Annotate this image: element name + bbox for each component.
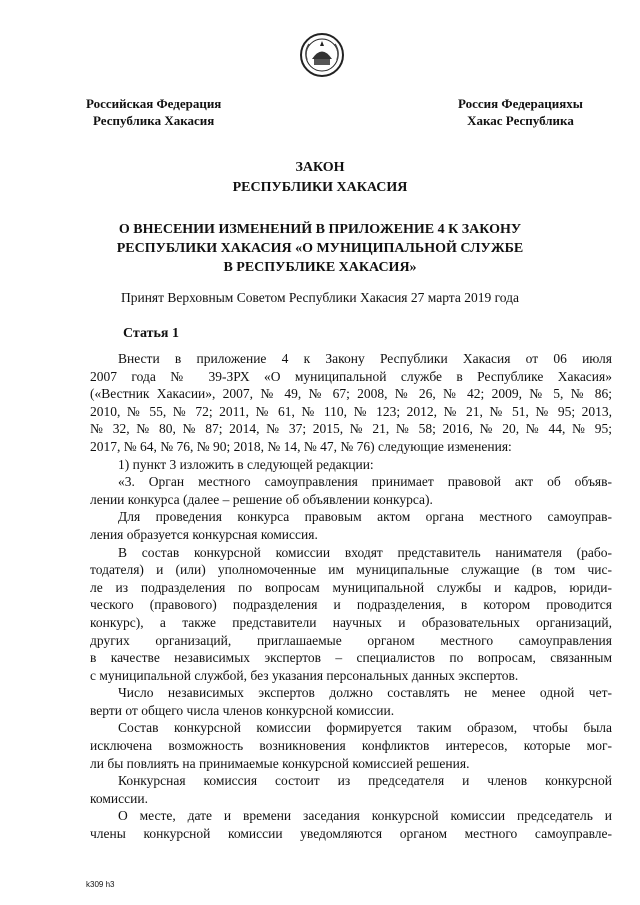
body-line: в качестве независимых экспертов – специалистов по вопросам, связанным (90, 650, 612, 666)
law-title-line: РЕСПУБЛИКИ ХАКАСИЯ (232, 180, 408, 195)
body-line: комиссии. (90, 790, 148, 806)
body-line: верти от общего числа членов конкурсной комиссии. (90, 702, 395, 718)
body-line: ления образуется конкурсная комиссия. (90, 526, 318, 542)
body-line: «3. Орган местного самоуправления принимает правовой акт об объяв- (118, 474, 612, 490)
body-line: ческого (правового) подразделения и подразделения, в котором проводится (90, 597, 612, 613)
body-line: других организаций, приглашаемые органом местного самоуправления (90, 632, 612, 648)
header-left (86, 95, 221, 129)
republic-name-kjh: Хакас Республика (467, 113, 574, 128)
body-line: Для проведения конкурса правовым актом органа местного самоуправ- (118, 509, 612, 525)
country-name-ru: Российская Федерация (86, 96, 222, 111)
body-line: О месте, дате и времени заседания конкурсной комиссии председатель и (118, 808, 612, 824)
body-line: Внести в приложение 4 к Закону Республики Хакасия от 06 июля (118, 351, 612, 366)
law-subtitle (0, 220, 640, 277)
body-line: № 32, № 80, № 87; 2014, № 37; 2015, № 21, № 58; 2016, № 20, № 44, № 95; (90, 421, 612, 437)
subtitle-line: В РЕСПУБЛИКЕ ХАКАСИЯ» (223, 260, 417, 275)
body-line: Состав конкурсной комиссии формируется таким образом, чтобы была (118, 720, 612, 736)
footer-code: k309 h3 (86, 880, 115, 889)
law-title-line: ЗАКОН (295, 160, 345, 175)
subtitle-line: РЕСПУБЛИКИ ХАКАСИЯ «О МУНИЦИПАЛЬНОЙ СЛУЖБЕ (116, 241, 524, 256)
republic-name-ru: Республика Хакасия (93, 113, 215, 128)
header-right (458, 95, 583, 129)
law-title (0, 158, 640, 198)
body-line: 2010, № 55, № 72; 2011, № 61, № 110, № 123; 2012, № 21, № 51, № 95; 2013, (90, 403, 612, 419)
article-body (90, 350, 612, 843)
coat-of-arms-icon (299, 32, 345, 78)
subtitle-line: О ВНЕСЕНИИ ИЗМЕНЕНИЙ В ПРИЛОЖЕНИЕ 4 К ЗАКОНУ (118, 222, 522, 237)
body-line: Конкурсная комиссия состоит из председателя и членов конкурсной (118, 773, 612, 789)
country-name-kjh: Россия Федерацияхы (458, 96, 583, 111)
body-line: тодателя) и (или) уполномоченные им муниципальные служащие (в том чис- (90, 562, 612, 578)
body-line: В состав конкурсной комиссии входят представитель нанимателя (рабо- (118, 544, 612, 560)
body-line: члены конкурсной комиссии уведомляются органом местного самоуправле- (90, 826, 612, 842)
body-line: Число независимых экспертов должно составлять не менее одной чет- (118, 685, 612, 701)
body-line: 2017, № 64, № 76, № 90; 2018, № 14, № 47, № 76) следующие изменения: (90, 438, 512, 454)
body-line: («Вестник Хакасии», 2007, № 49, № 67; 2008, № 26, № 42; 2009, № 5, № 86; (90, 386, 612, 402)
body-line: лении конкурса (далее – решение об объявлении конкурса). (90, 491, 433, 507)
article-heading: Статья 1 (123, 326, 179, 341)
adoption-note: Принят Верховным Советом Республики Хакасия 27 марта 2019 года (120, 290, 520, 305)
body-line: 2007 года № 39-ЗРХ «О муниципальной службе в Республике Хакасия» (90, 368, 612, 384)
body-line: с муниципальной службой, без указания персональных данных экспертов. (90, 667, 519, 683)
body-line: исключена возможность возникновения конфликтов интересов, которые мог- (90, 738, 612, 754)
body-line: ле из подразделения по вопросам муниципальной службы и кадров, юриди- (90, 579, 612, 595)
body-line: конкурс), а также представители научных и образовательных организаций, (90, 614, 612, 630)
body-line: ли бы повлиять на принимаемые конкурсной комиссией решения. (90, 755, 470, 771)
body-line: 1) пункт 3 изложить в следующей редакции: (118, 456, 374, 472)
